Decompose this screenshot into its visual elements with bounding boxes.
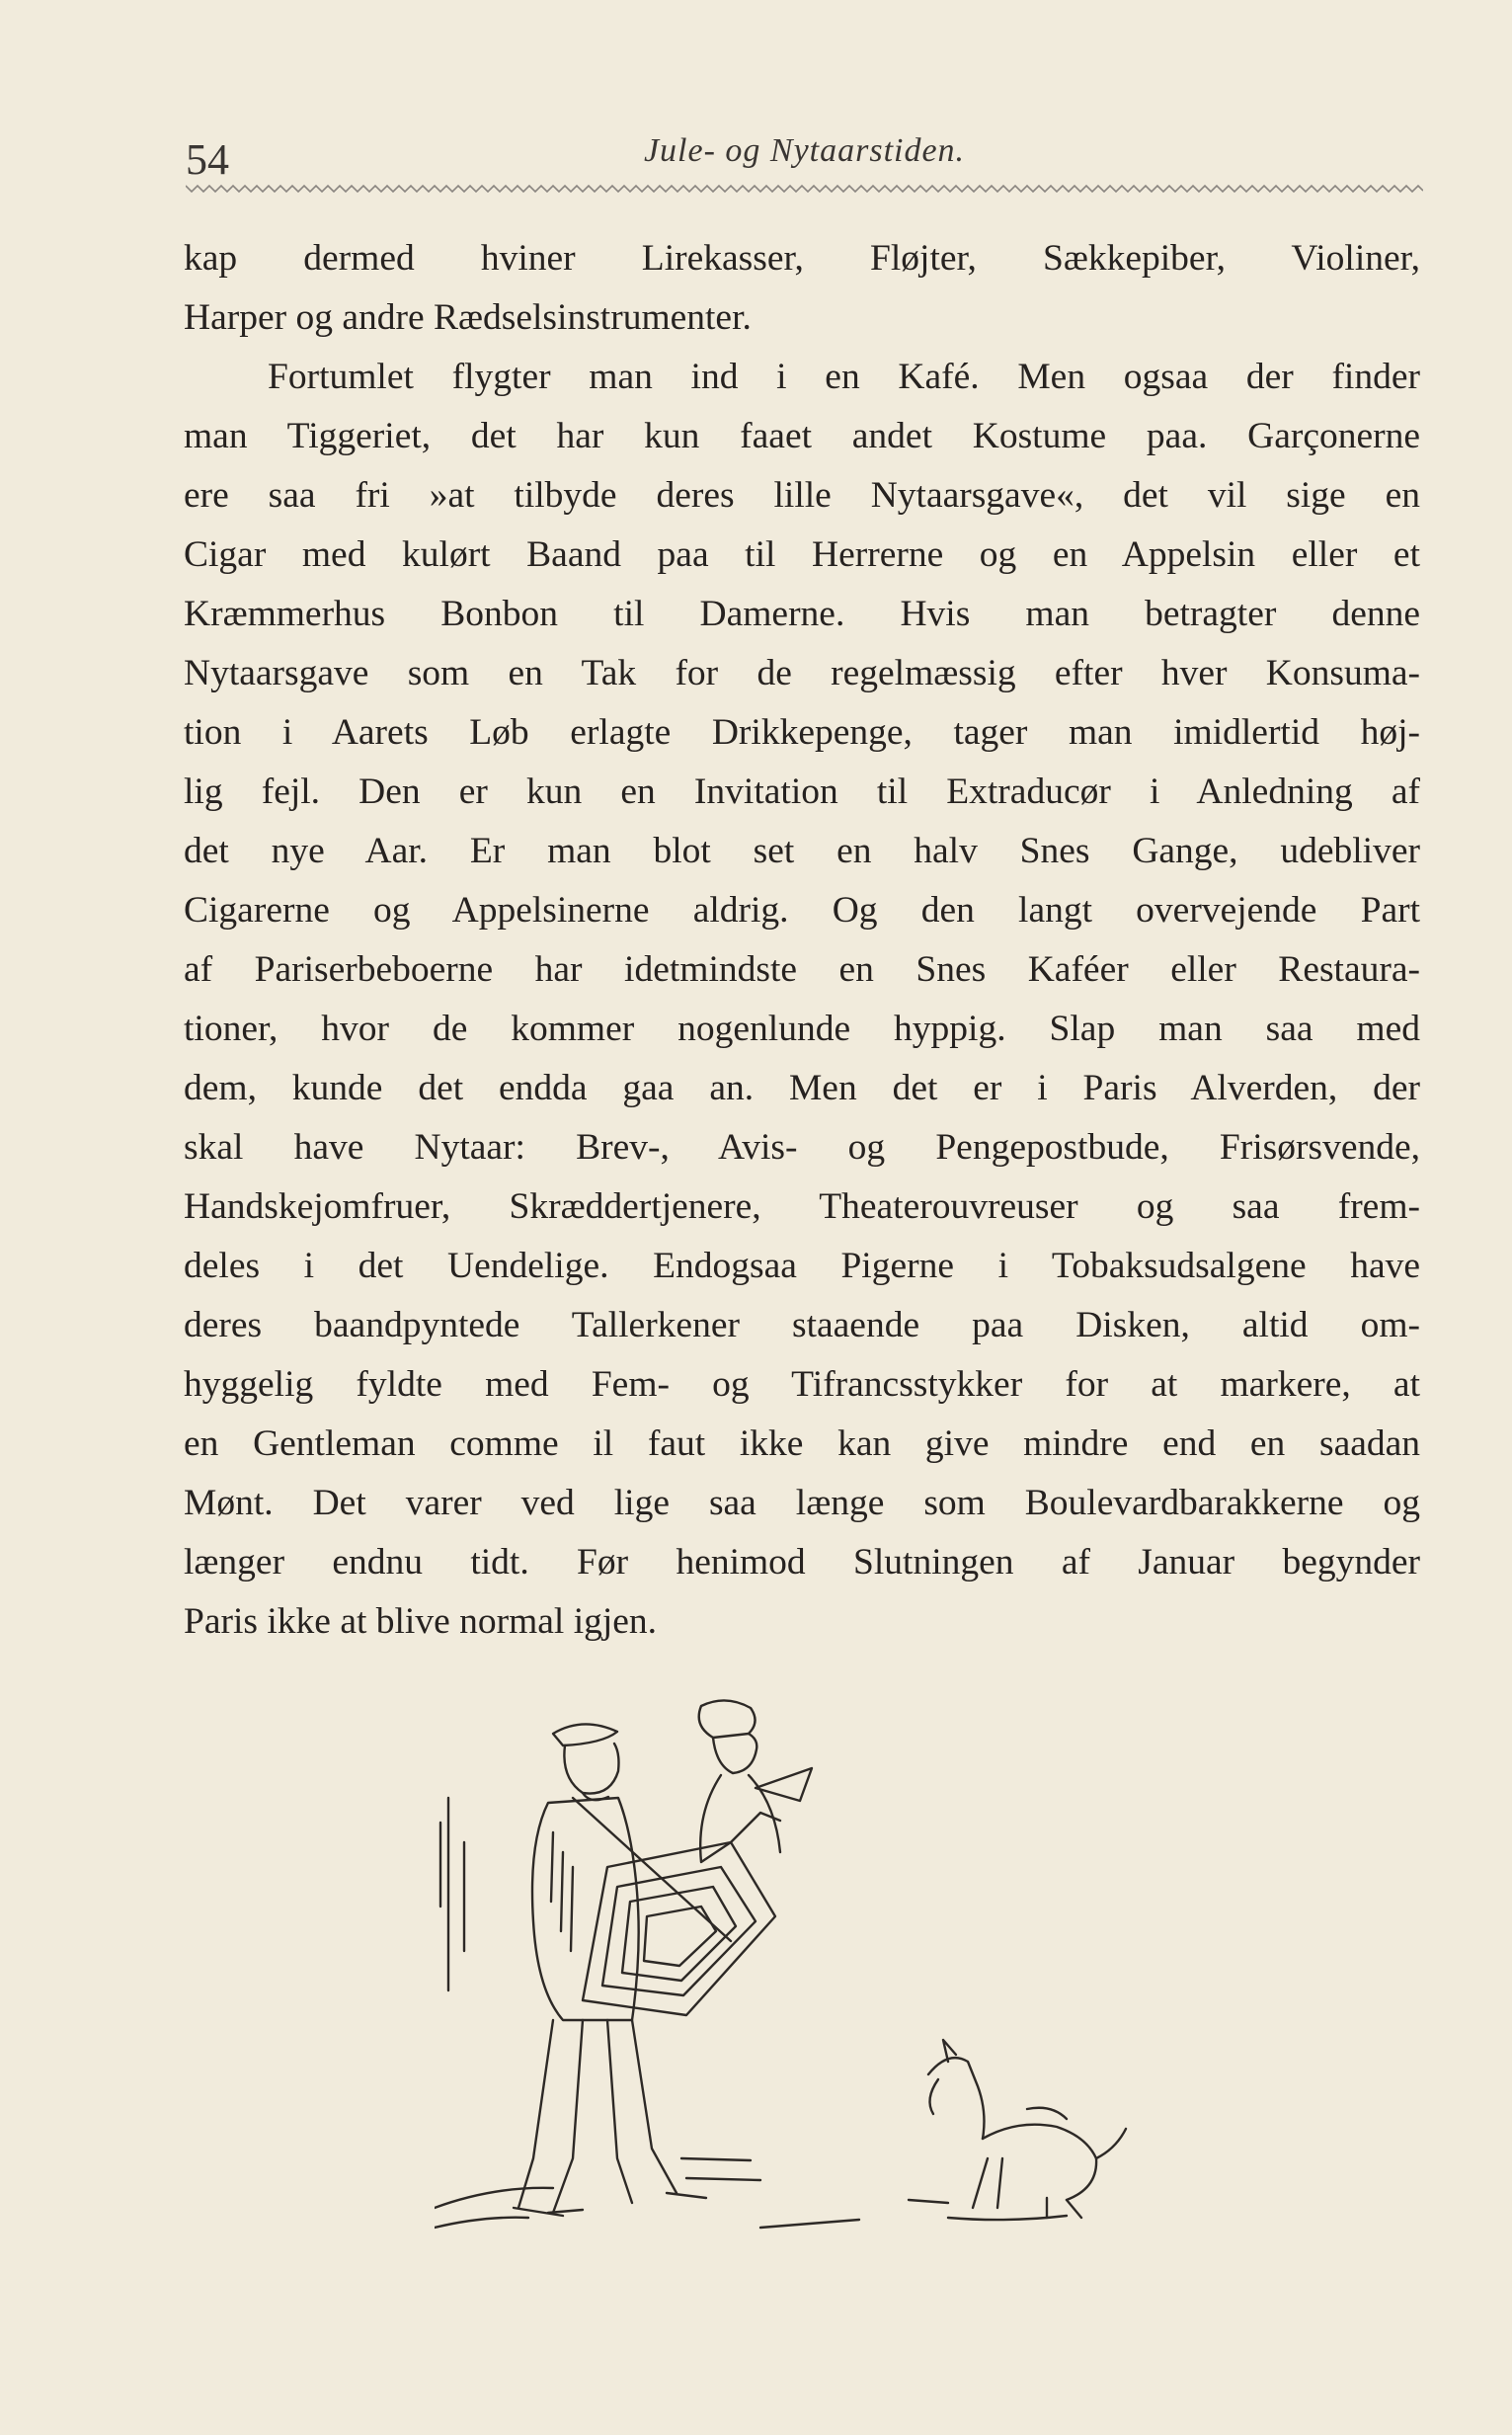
- running-head: Jule- og Nytaarstiden.: [643, 132, 966, 169]
- body-text: [184, 229, 1420, 1652]
- text-line: deres baandpyntede Tallerkener staaende paa Disken, altid om-: [184, 1305, 1420, 1345]
- text-line: deles i det Uendelige. Endogsaa Pigerne i Tobaksudsalgene have: [184, 1246, 1420, 1286]
- text-line: Fortumlet flygter man ind i en Kafé. Men ogsaa der finder: [268, 357, 1420, 397]
- text-line: Kræmmerhus Bonbon til Damerne. Hvis man betragter denne: [184, 594, 1420, 634]
- text-line: hyggelig fyldte med Fem- og Tifrancsstykker for at markere, at: [184, 1364, 1420, 1405]
- text-line: skal have Nytaar: Brev-, Avis- og Pengepostbude, Frisørsvende,: [184, 1127, 1420, 1168]
- text-line: dem, kunde det endda gaa an. Men det er i Paris Alverden, der: [184, 1068, 1420, 1108]
- text-line: man Tiggeriet, det har kun faaet andet Kostume paa. Garçonerne: [184, 416, 1420, 456]
- page-header: [186, 126, 1423, 186]
- text-line: kap dermed hviner Lirekasser, Fløjter, Sækkepiber, Violiner,: [184, 238, 1420, 279]
- text-line: Paris ikke at blive normal igjen.: [184, 1601, 658, 1642]
- text-line: det nye Aar. Er man blot set en halv Snes Gange, udebliver: [184, 831, 1420, 871]
- text-line: af Pariserbeboerne har idetmindste en Snes Kaféer eller Restaura-: [184, 949, 1420, 990]
- text-line: en Gentleman comme il faut ikke kan give mindre end en saadan: [184, 1423, 1420, 1464]
- page-number: 54: [186, 135, 229, 184]
- text-line: længer endnu tidt. Før henimod Slutningen af Januar begynder: [184, 1542, 1420, 1583]
- text-line: Mønt. Det varer ved lige saa længe som Boulevardbarakkerne og: [184, 1483, 1420, 1523]
- text-line: Nytaarsgave som en Tak for de regelmæssig efter hver Konsuma-: [184, 653, 1420, 693]
- text-line: Cigar med kulørt Baand paa til Herrerne og en Appelsin eller et: [184, 534, 1420, 575]
- text-line: lig fejl. Den er kun en Invitation til Extraducør i Anledning af: [184, 771, 1420, 812]
- text-line: Handskejomfruer, Skræddertjenere, Theaterouvreuser og saa frem-: [184, 1186, 1420, 1227]
- header-ornamental-rule: [186, 182, 1423, 196]
- organ-grinder-illustration: [435, 1694, 1165, 2267]
- text-line: ere saa fri »at tilbyde deres lille Nytaarsgave«, det vil sige en: [184, 475, 1420, 516]
- text-line: tion i Aarets Løb erlagte Drikkepenge, tager man imidlertid høj-: [184, 712, 1420, 753]
- text-line: tioner, hvor de kommer nogenlunde hyppig. Slap man saa med: [184, 1009, 1420, 1049]
- text-line: Harper og andre Rædselsinstrumenter.: [184, 297, 752, 338]
- text-line: Cigarerne og Appelsinerne aldrig. Og den langt overvejende Part: [184, 890, 1420, 931]
